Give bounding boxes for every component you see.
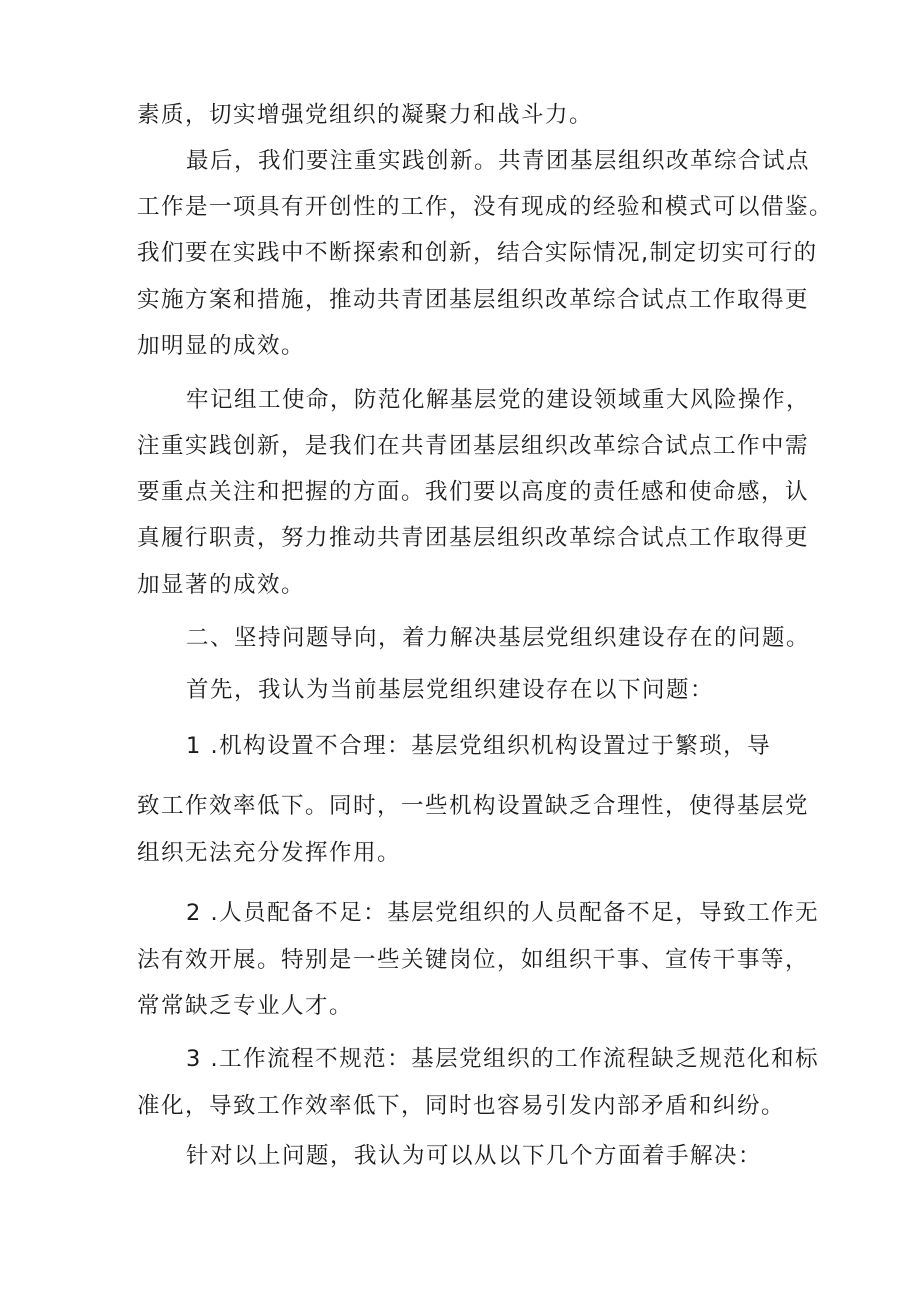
text-line: 法有效开展。特别是一些关键岗位，如组织干事、宣传干事等，	[137, 947, 810, 973]
paragraph-first-line: 针对以上问题，我认为可以从以下几个方面着手解决：	[186, 1143, 763, 1169]
text-line: 常常缺乏专业人才。	[137, 993, 354, 1019]
list-item-1: 1 .机构设置不合理：基层党组织机构设置过于繁琐，导	[186, 733, 772, 759]
text-line: 加明显的成效。	[137, 333, 306, 359]
paragraph-first-line: 最后，我们要注重实践创新。共青团基层组织改革综合试点	[186, 148, 811, 174]
text-line: 素质，切实增强党组织的凝聚力和战斗力。	[137, 102, 594, 128]
text-line: 注重实践创新，是我们在共青团基层组织改革综合试点工作中需	[137, 433, 810, 459]
text-line: 准化，导致工作效率低下，同时也容易引发内部矛盾和纠纷。	[137, 1093, 786, 1119]
text-line: 我们要在实践中不断探索和创新，结合实际情况,制定切实可行的	[137, 240, 818, 266]
text-line: 加显著的成效。	[137, 572, 306, 598]
text-line: 真履行职责，努力推动共青团基层组织改革综合试点工作取得更	[137, 525, 810, 551]
text-line: 致工作效率低下。同时，一些机构设置缺乏合理性，使得基层党	[137, 793, 810, 819]
text-line: 实施方案和措施，推动共青团基层组织改革综合试点工作取得更	[137, 287, 810, 313]
paragraph-first-line: 首先，我认为当前基层党组织建设存在以下问题：	[186, 677, 715, 703]
text-line: 工作是一项具有开创性的工作，没有现成的经验和模式可以借鉴。	[137, 194, 834, 220]
text-line: 要重点关注和把握的方面。我们要以高度的责任感和使命感，认	[137, 479, 810, 505]
list-item-2: 2 .人员配备不足：基层党组织的人员配备不足，导致工作无	[186, 900, 820, 926]
section-heading: 二、坚持问题导向，着力解决基层党组织建设存在的问题。	[186, 625, 811, 651]
list-item-3: 3 .工作流程不规范：基层党组织的工作流程缺乏规范化和标	[186, 1046, 820, 1072]
text-line: 组织无法充分发挥作用。	[137, 840, 402, 866]
paragraph-first-line: 牢记组工使命，防范化解基层党的建设领域重大风险操作，	[186, 387, 811, 413]
